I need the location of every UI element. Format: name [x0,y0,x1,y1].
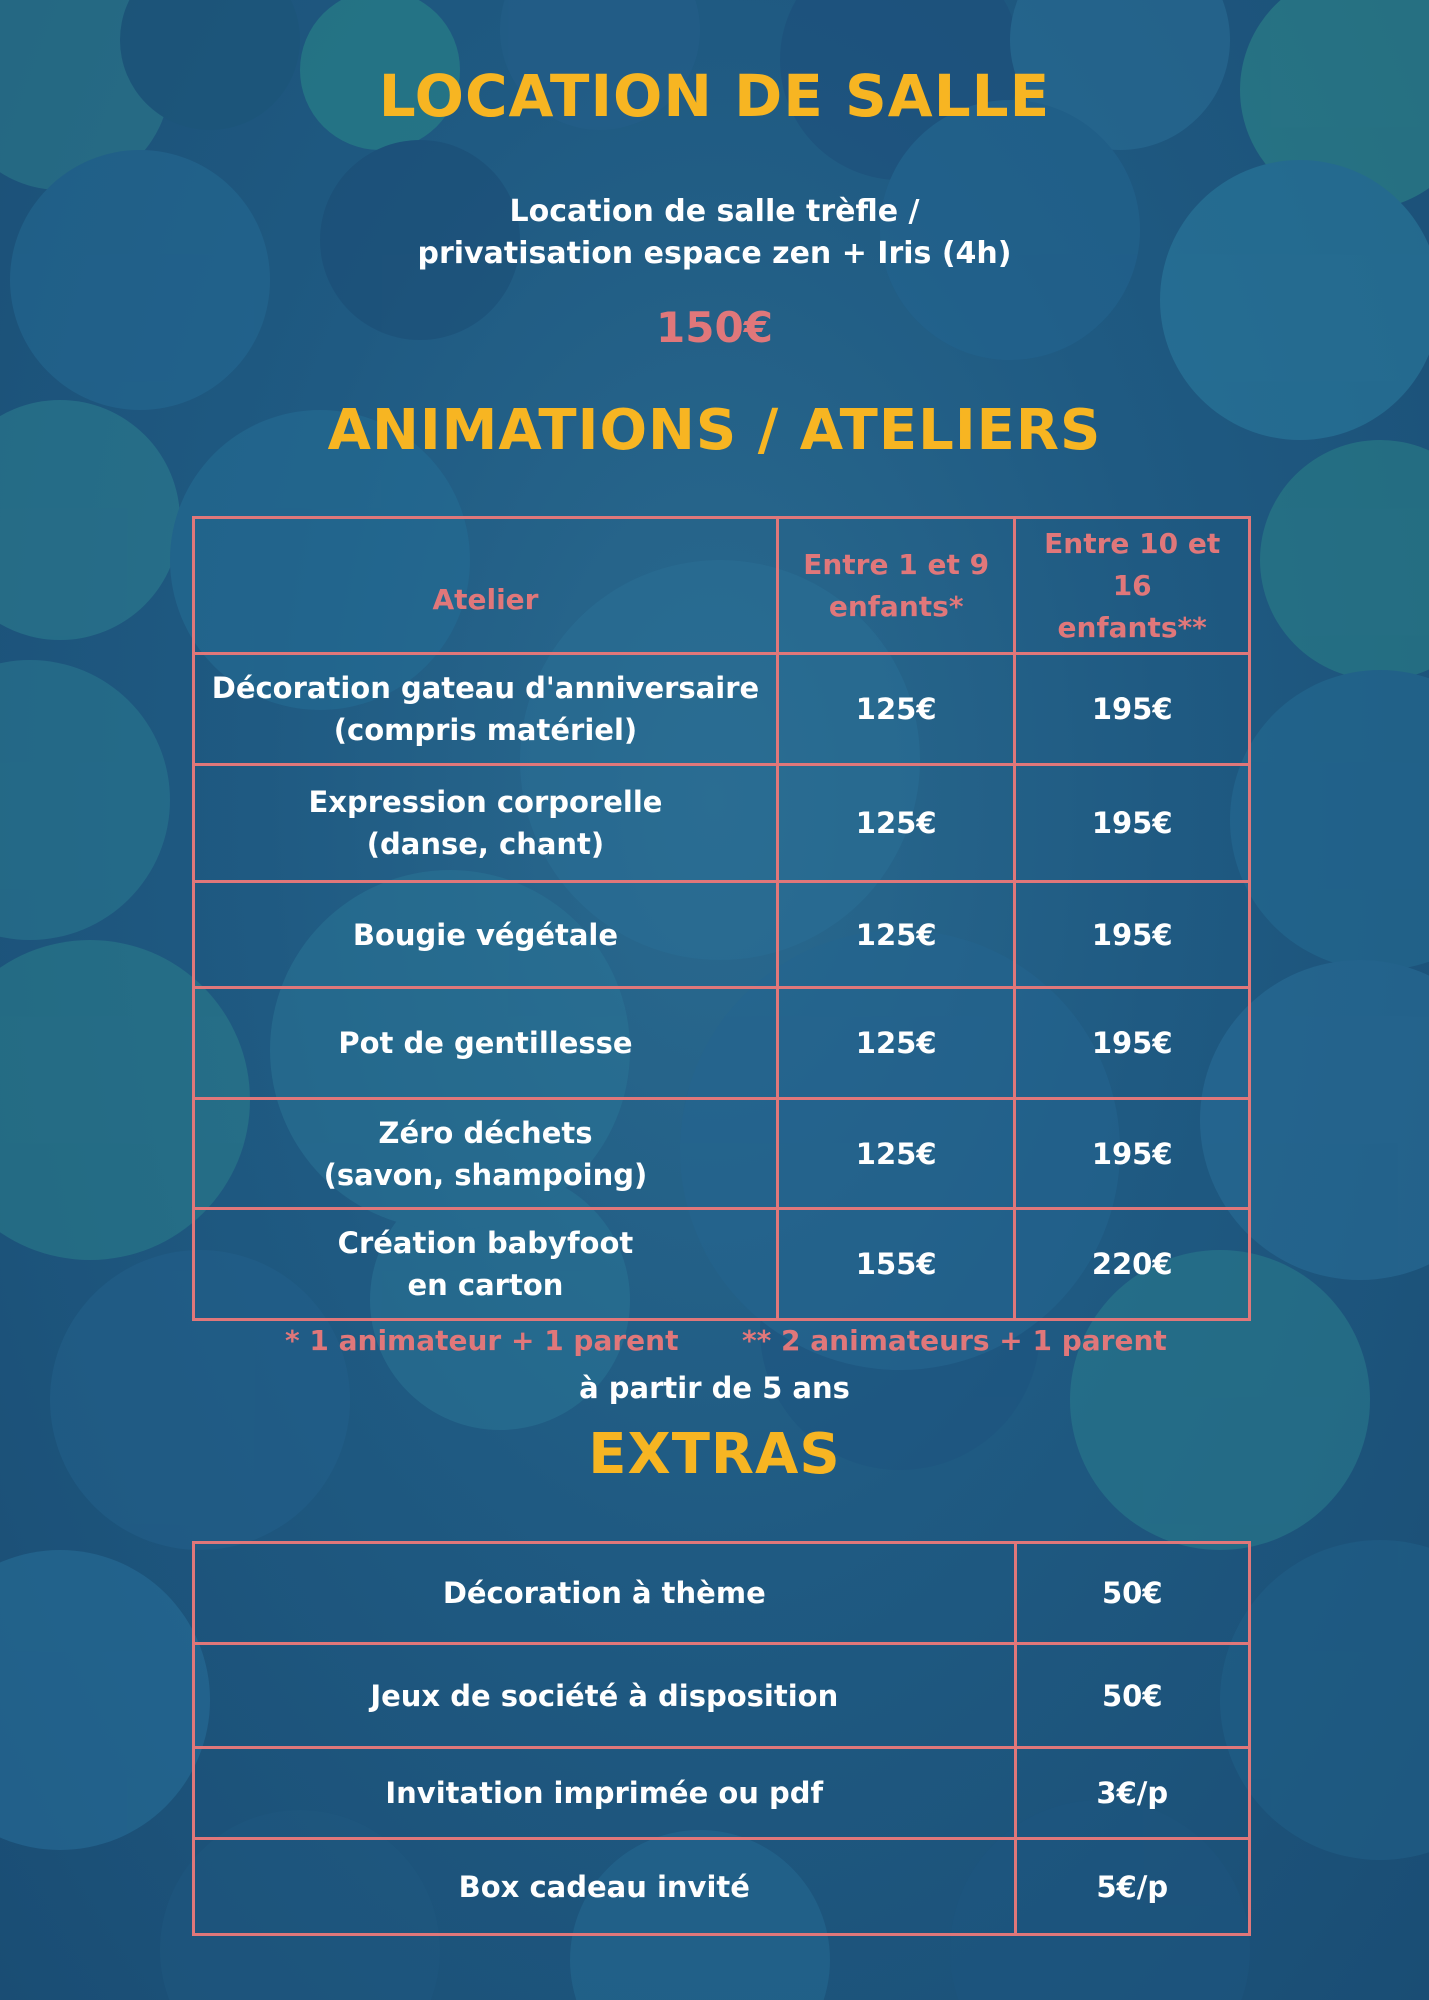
atelier-name-line-1: Zéro déchets [378,1115,593,1150]
price-group-1: 125€ [777,765,1014,882]
extra-price: 50€ [1015,1543,1249,1644]
table-row [194,1748,1250,1839]
animations-title: ANIMATIONS / ATELIERS [327,398,1102,463]
extra-label: Invitation imprimée ou pdf [194,1748,1016,1839]
header-group-2 [1015,518,1250,654]
atelier-name: Bougie végétale [194,882,778,988]
price-group-1: 125€ [777,882,1014,988]
extra-price: 3€/p [1015,1748,1249,1839]
extra-label: Jeux de société à disposition [194,1644,1016,1748]
atelier-name: Pot de gentillesse [194,988,778,1099]
note-group-1: * 1 animateur + 1 parent [285,1324,679,1357]
price-group-1: 125€ [777,988,1014,1099]
atelier-name-line-2: (compris matériel) [333,713,638,747]
price-group-2: 195€ [1015,988,1250,1099]
price-group-2: 195€ [1015,1099,1250,1209]
location-price: 150€ [656,303,773,352]
atelier-name-line-2: (danse, chant) [366,827,605,861]
table-row [194,1543,1250,1644]
atelier-name-line-2: en carton [407,1268,564,1302]
table-row [194,654,1250,765]
price-group-2: 220€ [1015,1209,1250,1320]
location-description [0,191,1429,275]
price-group-2: 195€ [1015,654,1250,765]
animations-header-row [194,518,1250,654]
price-group-2: 195€ [1015,882,1250,988]
header-group-2-line-2: enfants** [1057,610,1207,644]
header-group-1-line-2: enfants* [828,589,964,623]
atelier-name [194,1099,778,1209]
table-row [194,988,1250,1099]
atelier-name-line-1: Décoration gateau d'anniversaire [211,671,760,705]
age-note: à partir de 5 ans [579,1371,850,1405]
price-group-1: 155€ [777,1209,1014,1320]
table-row [194,1644,1250,1748]
atelier-name [194,654,778,765]
table-row [194,1209,1250,1320]
table-row [194,882,1250,988]
table-row [194,1099,1250,1209]
extras-table [192,1541,1251,1936]
note-group-2: ** 2 animateurs + 1 parent [742,1324,1167,1357]
table-row [194,765,1250,882]
extra-label: Décoration à thème [194,1543,1016,1644]
price-group-1: 125€ [777,654,1014,765]
extra-label: Box cadeau invité [194,1839,1016,1935]
atelier-name-line-1: Création babyfoot [337,1226,634,1260]
table-row [194,1839,1250,1935]
atelier-name [194,1209,778,1320]
extra-price: 5€/p [1015,1839,1249,1935]
header-group-2-line-1: Entre 10 et 16 [1044,526,1221,602]
location-title: LOCATION DE SALLE [378,62,1051,130]
animations-table [192,516,1251,1321]
header-group-1 [777,518,1014,654]
header-group-1-line-1: Entre 1 et 9 [803,547,990,581]
atelier-name-line-2: (savon, shampoing) [323,1157,648,1192]
extras-title: EXTRAS [588,1422,841,1487]
price-group-1: 125€ [777,1099,1014,1209]
price-group-2: 195€ [1015,765,1250,882]
atelier-name-line-1: Expression corporelle [308,785,663,819]
location-line-2: privatisation espace zen + Iris (4h) [417,236,1012,271]
atelier-name [194,765,778,882]
header-atelier: Atelier [194,518,778,654]
extra-price: 50€ [1015,1644,1249,1748]
location-line-1: Location de salle trèfle / [509,194,920,229]
